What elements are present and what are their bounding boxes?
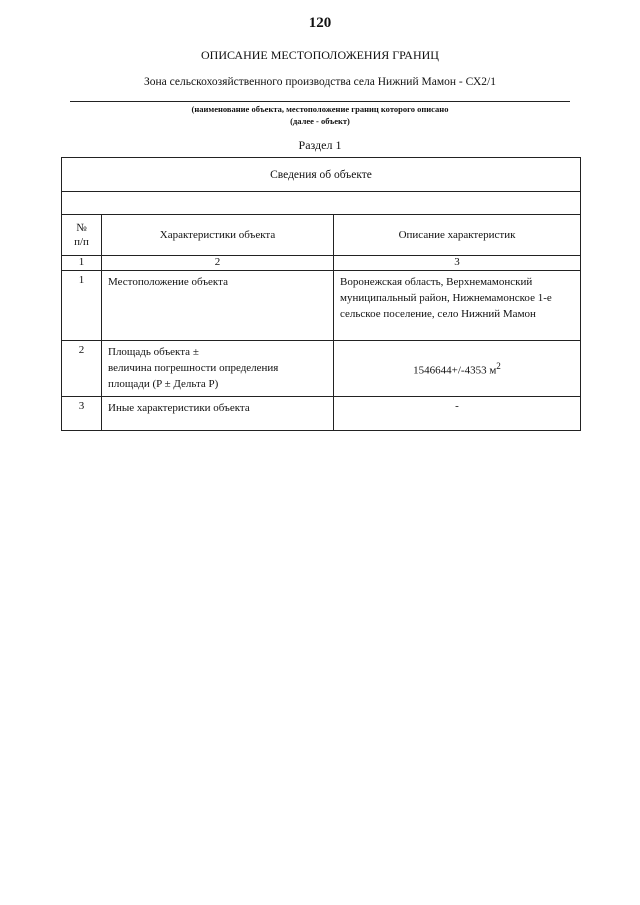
column-number-3: 3 (334, 256, 581, 271)
caption-line-2: (далее - объект) (290, 116, 350, 126)
section-label: Раздел 1 (298, 138, 342, 152)
area-label-line-3: площади (P ± Дельта P) (108, 378, 219, 390)
area-value-number: 1546644+/-4353 м (413, 364, 497, 377)
object-info-table (61, 157, 581, 431)
column-header-description: Описание характеристик (334, 215, 581, 256)
row-characteristic (102, 341, 334, 397)
area-label-line-2: величина погрешности определения (108, 362, 279, 374)
caption-line-1: (наименование объекта, местоположение границ которого описано (191, 104, 449, 114)
column-header-num-line-2: п/п (74, 236, 89, 248)
row-number: 1 (62, 271, 102, 341)
row-characteristic: Иные характеристики объекта (102, 397, 334, 431)
column-number-1: 1 (62, 256, 102, 271)
row-number: 2 (62, 341, 102, 397)
object-name-underline (70, 101, 570, 102)
document-title: ОПИСАНИЕ МЕСТОПОЛОЖЕНИЯ ГРАНИЦ (201, 48, 439, 62)
table-row (62, 397, 581, 431)
column-numbers-row (62, 256, 581, 271)
area-unit-superscript: 2 (496, 360, 501, 371)
row-number: 3 (62, 397, 102, 431)
row-characteristic: Местоположение объекта (102, 271, 334, 341)
row-description: Воронежская область, Верхнемамонский муниципальный район, Нижнемамонское 1-е сельское поселение, село Нижний Мамон (334, 271, 581, 341)
row-description: - (334, 397, 581, 431)
area-label-line-1: Площадь объекта ± (108, 346, 199, 358)
column-header-characteristics: Характеристики объекта (102, 215, 334, 256)
table-row (62, 341, 581, 397)
page-number: 120 (308, 15, 332, 31)
table-header: Сведения об объекте (62, 158, 581, 192)
table-blank-row (62, 192, 581, 215)
object-caption (70, 103, 570, 127)
area-value (334, 341, 581, 397)
blank-cell (62, 192, 581, 215)
table-header-row (62, 158, 581, 192)
column-header-num-line-1: № (76, 222, 87, 234)
column-headers-row (62, 215, 581, 256)
column-header-num (62, 215, 102, 256)
table-row (62, 271, 581, 341)
object-name: Зона сельскохозяйственного производства села Нижний Мамон - СХ2/1 (144, 76, 496, 88)
column-number-2: 2 (102, 256, 334, 271)
